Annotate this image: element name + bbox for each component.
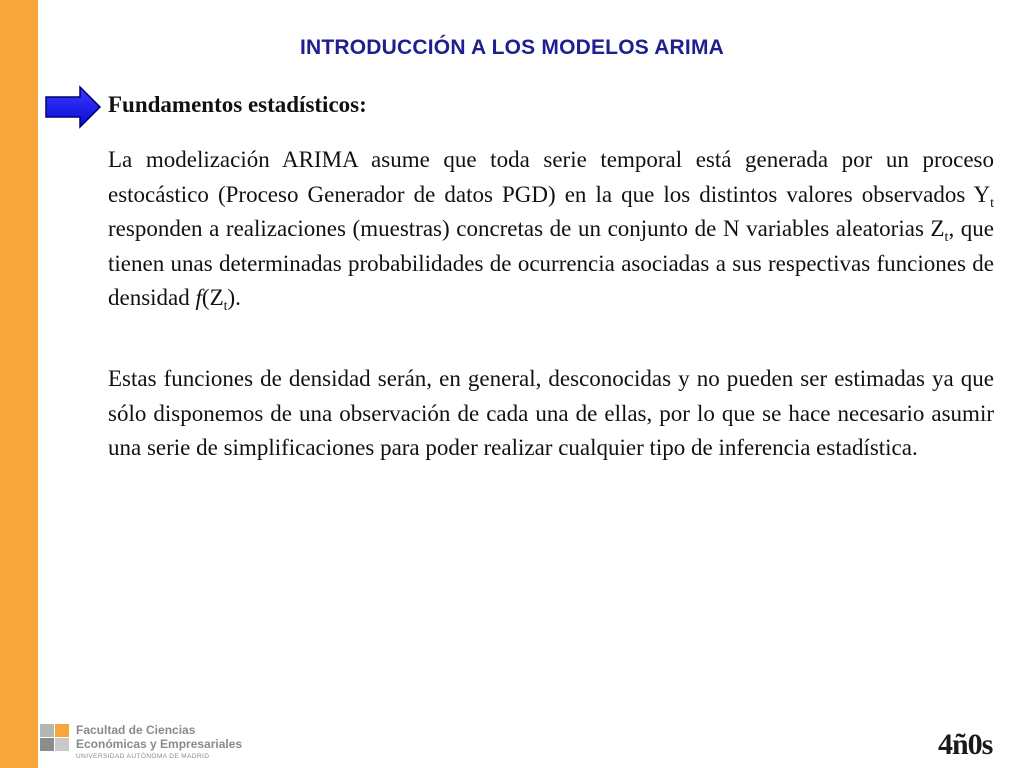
faculty-logo bbox=[40, 722, 280, 766]
paragraph-1: La modelización ARIMA asume que toda serie temporal está generada por un proceso estocástico (Proceso Generador de datos PGD) en la que los distintos valores observados $Y_t$ responden a realizaciones (muestras) concretas de un conjunto de N variables aleatorias $Z_t$, que tienen unas determinadas probabilidades de ocurrencia asociadas a sus respectivas funciones de densidad $f(Z_t)$. bbox=[108, 147, 994, 314]
slide-title: INTRODUCCIÓN A LOS MODELOS ARIMA bbox=[299, 36, 725, 59]
logo-text-line1: Facultad de Ciencias bbox=[76, 723, 196, 737]
right-arrow-icon bbox=[44, 85, 102, 129]
anniversary-mark: 4ñ0s bbox=[938, 728, 993, 761]
logo-text-line2: Económicas y Empresariales bbox=[76, 737, 243, 751]
section-heading: Fundamentos estadísticos: bbox=[108, 92, 367, 117]
left-accent-bar bbox=[0, 0, 38, 768]
logo-text-line3: UNIVERSIDAD AUTÓNOMA DE MADRID bbox=[76, 753, 210, 760]
paragraph-2: Estas funciones de densidad serán, en general, desconocidas y no pueden ser estimadas ya que sólo disponemos de una observación de cada una de ellas, por lo que se hace necesario asumir una serie de simplificaciones para poder realizar cualquier tipo de inferencia estadística. bbox=[108, 366, 994, 460]
faculty-logo-icon bbox=[40, 724, 70, 752]
